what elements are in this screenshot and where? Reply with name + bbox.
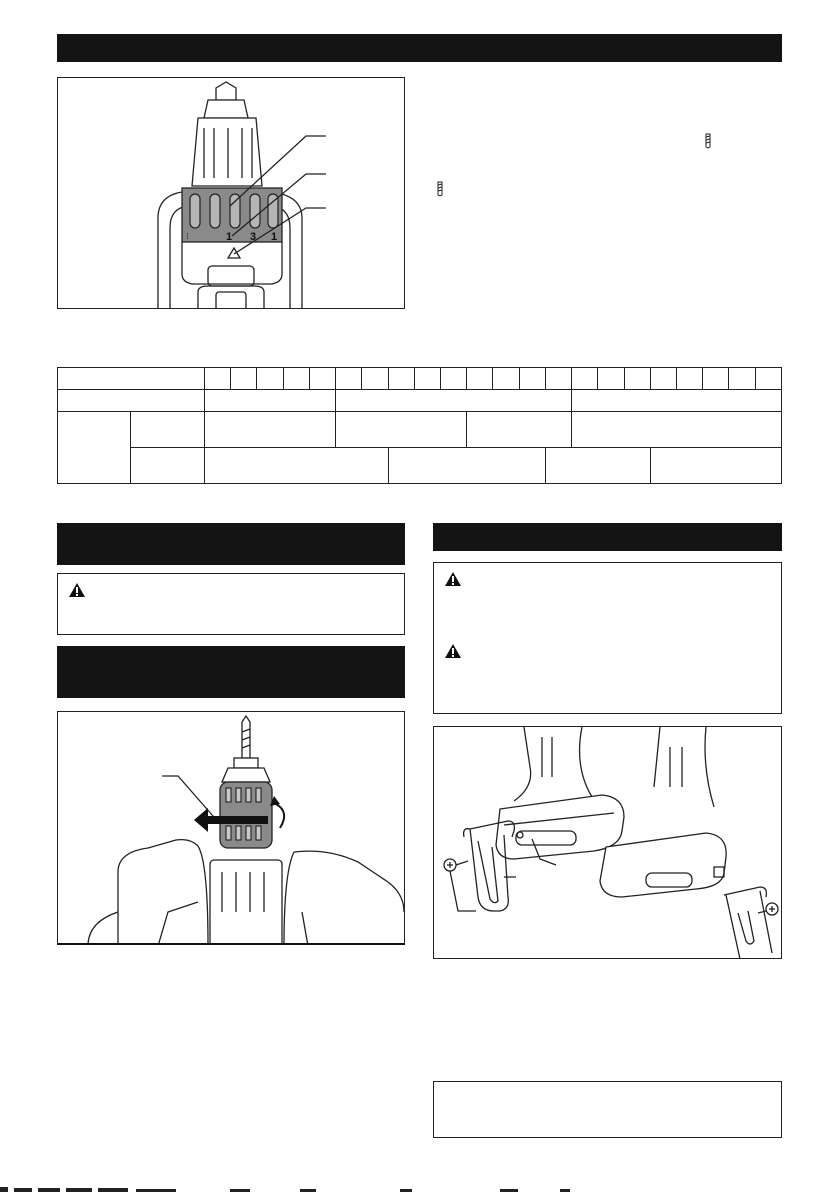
- dial-digit-1b: 1: [271, 231, 278, 243]
- drill-dial-illustration: [58, 78, 405, 309]
- warning-triangle-icon-2: [444, 643, 462, 659]
- section-header-bar-right: [433, 523, 782, 551]
- chuck-sleeve: [220, 782, 272, 848]
- indicator-triangle-icon: [228, 248, 240, 258]
- section-header-bar-top: [57, 34, 782, 62]
- figure-hook-install: [433, 726, 782, 959]
- section-header-bar-left-1: [57, 523, 405, 565]
- torque-setting-table: [57, 367, 782, 484]
- figure-keyless-chuck: [57, 711, 405, 945]
- section-header-bar-left-2: [57, 646, 405, 698]
- table-cell: [58, 368, 205, 390]
- warning-box-left: [57, 573, 405, 635]
- warning-box-right: [433, 562, 782, 714]
- table-row: [58, 390, 782, 412]
- table-row: [58, 368, 782, 390]
- svg-text:⁝: ⁝: [186, 231, 189, 241]
- figure-mode-dial: [57, 77, 405, 309]
- hook-illustration: [434, 727, 782, 959]
- chuck-illustration: [58, 712, 405, 945]
- dial-digit-3: 3: [250, 231, 257, 243]
- screw-mark-icon-2: [435, 181, 445, 197]
- note-box: [433, 1081, 782, 1138]
- table-row: [58, 412, 782, 448]
- dial-digit-1: 1: [226, 231, 233, 243]
- warning-triangle-icon: [444, 571, 462, 587]
- footer-cropped-text: [0, 1187, 840, 1192]
- table-row: [58, 448, 782, 484]
- warning-triangle-icon: [68, 582, 86, 598]
- screw-mark-icon: [703, 133, 713, 149]
